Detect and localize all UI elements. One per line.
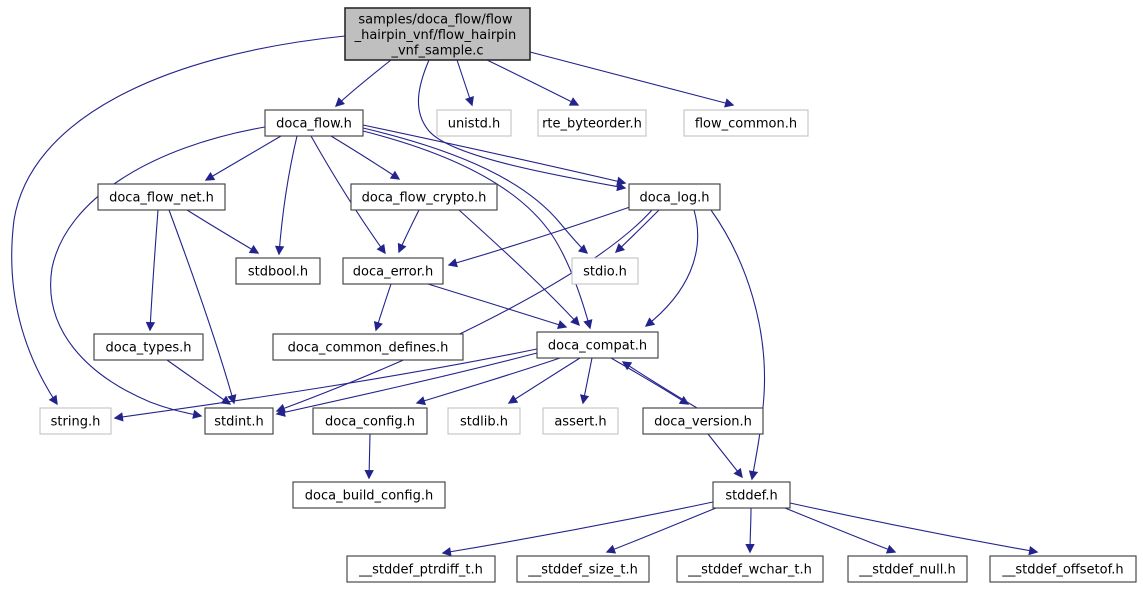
svg-text:doca_config.h: doca_config.h xyxy=(325,414,415,430)
node-string-h xyxy=(40,408,111,434)
node-stddef-ptrdiff-t-h[interactable] xyxy=(347,556,495,582)
svg-text:__stddef_offsetof.h: __stddef_offsetof.h xyxy=(1002,562,1124,578)
edge-doca-flow-doca-flow-net xyxy=(206,136,281,180)
edge-doca-log-doca-error xyxy=(449,207,630,265)
edge-doca-flow-crypto-doca-compat xyxy=(459,210,579,325)
svg-text:__stddef_size_t.h: __stddef_size_t.h xyxy=(528,562,638,578)
node-doca-log-h[interactable] xyxy=(629,184,720,210)
edge-doca-compat-assert xyxy=(583,358,592,403)
edge-stddef-null xyxy=(785,508,895,552)
node-doca-common-defines-h[interactable] xyxy=(273,334,463,360)
svg-text:stdio.h: stdio.h xyxy=(583,264,627,280)
edge-doca-log-stdint xyxy=(277,210,652,411)
svg-text:doca_flow_net.h: doca_flow_net.h xyxy=(109,190,214,206)
edge-stddef-size xyxy=(607,508,716,552)
edge-root-unistd xyxy=(457,60,472,105)
edges xyxy=(12,36,1037,553)
edge-doca-log-stdio xyxy=(616,210,659,252)
nodes xyxy=(40,8,1136,582)
root-label-line2: _hairpin_vnf/flow_hairpin xyxy=(354,28,517,43)
svg-text:stdbool.h: stdbool.h xyxy=(247,264,309,280)
root-label-line1: samples/doca_flow/flow xyxy=(358,12,513,28)
edge-doca-log-doca-compat xyxy=(646,210,698,326)
svg-text:doca_common_defines.h: doca_common_defines.h xyxy=(287,340,449,356)
node-stddef-size-t-h[interactable] xyxy=(517,556,649,582)
node-doca-flow-h[interactable] xyxy=(265,110,363,136)
edge-doca-flow-net-stdbool xyxy=(187,210,258,253)
svg-text:doca_error.h: doca_error.h xyxy=(352,264,434,280)
root-label-line3: _vnf_sample.c xyxy=(391,43,484,59)
svg-text:flow_common.h: flow_common.h xyxy=(694,116,798,132)
edge-doca-version-stddef xyxy=(708,434,742,477)
svg-text:string.h: string.h xyxy=(50,414,101,430)
svg-text:unistd.h: unistd.h xyxy=(447,116,501,132)
edge-doca-flow-doca-compat xyxy=(363,131,590,328)
svg-text:stdint.h: stdint.h xyxy=(214,414,264,430)
node-doca-version-h[interactable] xyxy=(643,408,763,434)
node-doca-build-config-h[interactable] xyxy=(293,482,445,508)
node-assert-h xyxy=(543,408,618,434)
svg-text:__stddef_ptrdiff_t.h: __stddef_ptrdiff_t.h xyxy=(359,562,483,578)
svg-text:assert.h: assert.h xyxy=(554,414,607,430)
node-doca-config-h[interactable] xyxy=(313,408,427,434)
svg-text:doca_flow.h: doca_flow.h xyxy=(276,116,352,132)
edge-doca-types-stdint xyxy=(167,360,230,404)
svg-text:stddef.h: stddef.h xyxy=(725,488,778,504)
edge-doca-compat-doca-version xyxy=(611,358,688,404)
node-stddef-null-h[interactable] xyxy=(848,556,967,582)
edge-doca-compat-stdint xyxy=(277,353,537,414)
node-unistd-h xyxy=(437,110,511,136)
node-doca-flow-net-h[interactable] xyxy=(98,184,225,210)
edge-doca-log-stddef xyxy=(711,210,765,479)
node-stdlib-h xyxy=(448,408,520,434)
svg-text:rte_byteorder.h: rte_byteorder.h xyxy=(542,116,642,132)
node-stddef-h[interactable] xyxy=(713,482,790,508)
node-stdint-h[interactable] xyxy=(205,408,273,434)
svg-text:doca_types.h: doca_types.h xyxy=(105,340,192,356)
node-stddef-wchar-t-h[interactable] xyxy=(677,556,823,582)
edge-stddef-wchar xyxy=(750,508,751,552)
node-doca-error-h[interactable] xyxy=(343,258,443,284)
edge-doca-flow-doca-flow-crypto xyxy=(331,136,399,179)
svg-text:__stddef_null.h: __stddef_null.h xyxy=(859,562,956,578)
node-flow-hairpin-vnf-sample-c xyxy=(345,8,530,60)
edge-doca-version-doca-compat xyxy=(623,362,697,408)
node-rte-byteorder-h xyxy=(538,110,646,136)
svg-text:doca_compat.h: doca_compat.h xyxy=(547,338,648,354)
edge-doca-compat-stdlib xyxy=(509,358,580,403)
edge-doca-flow-net-doca-types xyxy=(150,210,158,330)
edge-doca-flow-net-stdint xyxy=(169,210,234,403)
node-stdbool-h[interactable] xyxy=(236,258,320,284)
svg-text:stdlib.h: stdlib.h xyxy=(460,414,508,430)
node-doca-flow-crypto-h[interactable] xyxy=(351,184,497,210)
node-flow-common-h xyxy=(684,110,808,136)
edge-doca-config-doca-build-config xyxy=(369,434,370,478)
edge-root-rte-byteorder xyxy=(487,60,578,105)
edge-doca-flow-stdbool xyxy=(279,136,297,254)
edge-doca-error-doca-common-defines xyxy=(376,284,391,330)
edge-stddef-ptrdiff xyxy=(443,502,713,553)
svg-text:doca_build_config.h: doca_build_config.h xyxy=(304,488,434,504)
edge-root-flow-common xyxy=(530,52,733,105)
svg-text:doca_version.h: doca_version.h xyxy=(654,414,752,430)
edge-doca-flow-stdint xyxy=(51,127,265,416)
edge-doca-flow-crypto-doca-error xyxy=(399,210,419,252)
svg-text:doca_log.h: doca_log.h xyxy=(639,190,710,206)
node-stddef-offsetof-h[interactable] xyxy=(990,556,1136,582)
svg-text:doca_flow_crypto.h: doca_flow_crypto.h xyxy=(361,190,487,206)
edge-root-doca-flow xyxy=(336,60,391,106)
node-doca-types-h[interactable] xyxy=(94,334,203,360)
node-stdio-h xyxy=(572,258,638,284)
edge-stddef-offsetof xyxy=(790,503,1037,552)
svg-text:__stddef_wchar_t.h: __stddef_wchar_t.h xyxy=(688,562,812,578)
node-doca-compat-h[interactable] xyxy=(537,332,658,358)
